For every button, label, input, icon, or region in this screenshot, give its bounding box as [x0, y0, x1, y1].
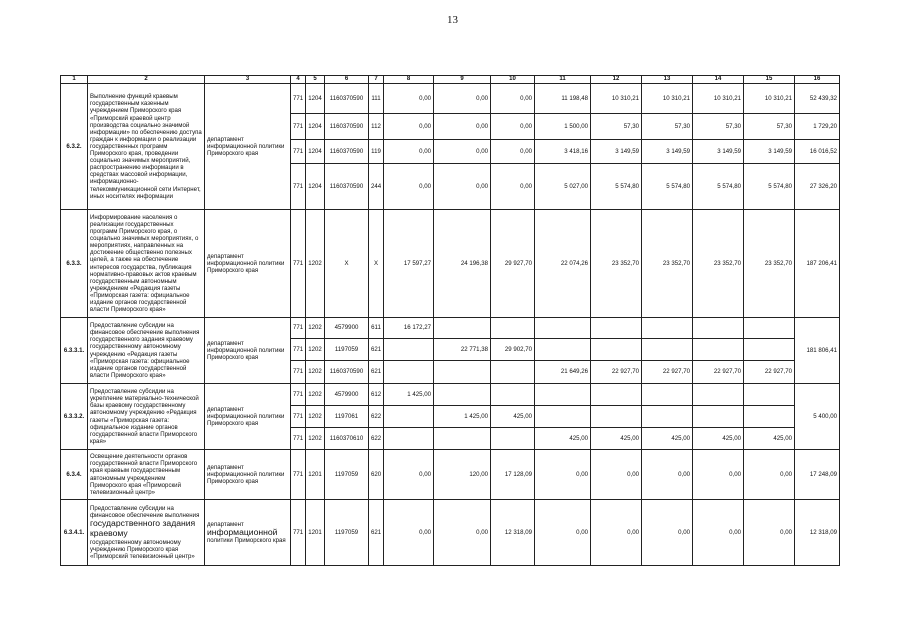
cell-rz: 1201 [306, 500, 325, 566]
header-cell: 8 [384, 76, 434, 84]
cell-value: 57,30 [591, 114, 642, 140]
cell-value: 22 927,70 [693, 361, 744, 384]
cell-vr: 621 [369, 500, 384, 566]
cell-value [434, 318, 491, 339]
cell-value: 10 310,21 [642, 84, 693, 114]
cell-value: 22 074,26 [535, 210, 591, 318]
header-cell: 9 [434, 76, 491, 84]
cell-value [535, 339, 591, 361]
cell-value: 425,00 [642, 428, 693, 450]
executor: департамент информационной политики Приморского края [205, 210, 291, 318]
cell-value: 0,00 [744, 450, 795, 500]
cell-value: 3 149,59 [693, 140, 744, 164]
cell-value: 0,00 [693, 450, 744, 500]
cell-value: 120,00 [434, 450, 491, 500]
cell-value [384, 406, 434, 428]
description-line: государственному автономному учреждению Приморского края «Приморский телевизионный центр» [90, 538, 195, 560]
executor: департамент информационной политики Приморского края [205, 450, 291, 500]
cell-value: 22 771,38 [434, 339, 491, 361]
executor: департамент информационной политики Приморского края [205, 318, 291, 384]
cell-value: 0,00 [434, 140, 491, 164]
cell-total: 12 318,09 [795, 500, 840, 566]
page-number: 13 [447, 14, 458, 26]
item-code: 6.3.3.2. [61, 384, 88, 450]
cell-rz: 1202 [306, 339, 325, 361]
cell-value: 425,00 [693, 428, 744, 450]
cell-value: 12 318,09 [491, 500, 535, 566]
cell-value [591, 384, 642, 406]
cell-value: 0,00 [535, 450, 591, 500]
header-cell: 4 [291, 76, 306, 84]
cell-total: 187 206,41 [795, 210, 840, 318]
cell-vr: 611 [369, 318, 384, 339]
cell-value [535, 384, 591, 406]
header-cell: 12 [591, 76, 642, 84]
cell-value: 3 149,59 [591, 140, 642, 164]
cell-value: 17 597,27 [384, 210, 434, 318]
cell-value: 3 418,16 [535, 140, 591, 164]
cell-value [384, 361, 434, 384]
cell-value: 29 927,70 [491, 210, 535, 318]
item-description: Информирование населения о реализации государственных программ Приморского края, о социально значимых мероприятиях, о мероприятиях, направленных на достижение общественно полезных целей, а также на обеспечение интересов государства, публикация нормативно-правовых актов краевым государственным автономным учреждением «Редакция газеты «Приморская газета: официальное издание органов государственной власти Приморского края» [88, 210, 205, 318]
cell-rz: 1204 [306, 114, 325, 140]
cell-value: 10 310,21 [591, 84, 642, 114]
cell-value [491, 361, 535, 384]
cell-value: 0,00 [384, 140, 434, 164]
table-row [61, 84, 840, 114]
cell-value: 11 198,48 [535, 84, 591, 114]
cell-value [434, 384, 491, 406]
cell-csr: X [325, 210, 369, 318]
cell-value: 0,00 [384, 114, 434, 140]
header-cell: 14 [693, 76, 744, 84]
cell-gr: 771 [291, 318, 306, 339]
executor-line: департамент [207, 520, 244, 528]
header-cell: 2 [88, 76, 205, 84]
cell-rz: 1202 [306, 318, 325, 339]
cell-gr: 771 [291, 361, 306, 384]
cell-value [491, 318, 535, 339]
table-row [61, 450, 840, 500]
cell-vr: 112 [369, 114, 384, 140]
item-description: Выполнение функций краевым государственным казенным учреждением Приморского края «Приморский краевой центр производства социально значимой информации» по обеспечению доступа граждан к информации о реализации государственных программ Приморского края, проведении социально значимых мероприятий, распространению информации в средствах массовой информации, информационно-телекоммуникационной сети Интернет, иных носителях информации [88, 84, 205, 210]
cell-rz: 1201 [306, 450, 325, 500]
cell-rz: 1202 [306, 384, 325, 406]
cell-gr: 771 [291, 84, 306, 114]
executor-line: политики Приморского края [207, 537, 286, 545]
cell-value [591, 318, 642, 339]
cell-gr: 771 [291, 140, 306, 164]
cell-rz: 1202 [306, 406, 325, 428]
cell-csr: 1197059 [325, 450, 369, 500]
cell-value: 0,00 [384, 450, 434, 500]
cell-value: 23 352,70 [642, 210, 693, 318]
cell-gr: 771 [291, 210, 306, 318]
cell-value: 0,00 [491, 114, 535, 140]
cell-gr: 771 [291, 450, 306, 500]
cell-value: 23 352,70 [744, 210, 795, 318]
program-table [60, 75, 840, 566]
cell-rz: 1204 [306, 164, 325, 210]
cell-value: 0,00 [491, 84, 535, 114]
cell-csr: 1160370590 [325, 361, 369, 384]
cell-gr: 771 [291, 428, 306, 450]
cell-value [384, 339, 434, 361]
item-description [88, 500, 205, 566]
cell-value: 0,00 [744, 500, 795, 566]
cell-vr: X [369, 210, 384, 318]
cell-value: 0,00 [591, 500, 642, 566]
cell-value: 0,00 [434, 164, 491, 210]
cell-value: 23 352,70 [591, 210, 642, 318]
cell-value [384, 428, 434, 450]
header-cell: 16 [795, 76, 840, 84]
cell-csr: 1160370590 [325, 114, 369, 140]
cell-csr: 4579900 [325, 318, 369, 339]
cell-value: 0,00 [642, 500, 693, 566]
cell-total: 27 326,20 [795, 164, 840, 210]
cell-value [642, 384, 693, 406]
header-cell: 10 [491, 76, 535, 84]
cell-total: 1 729,20 [795, 114, 840, 140]
description-line-large: государственного задания краевому [90, 518, 196, 538]
header-cell: 13 [642, 76, 693, 84]
cell-csr: 1197059 [325, 500, 369, 566]
cell-gr: 771 [291, 164, 306, 210]
cell-value: 0,00 [491, 140, 535, 164]
cell-csr: 1197061 [325, 406, 369, 428]
description-line: Предоставление субсидии на финансовое обеспечение выполнения [90, 505, 200, 520]
cell-value [642, 339, 693, 361]
item-code: 6.3.4.1. [61, 500, 88, 566]
table-row [61, 318, 840, 339]
cell-value: 0,00 [491, 164, 535, 210]
executor [205, 500, 291, 566]
cell-value: 3 149,59 [642, 140, 693, 164]
cell-value: 5 574,80 [744, 164, 795, 210]
header-row [61, 76, 840, 84]
cell-value: 5 574,80 [693, 164, 744, 210]
cell-value [744, 339, 795, 361]
cell-vr: 119 [369, 140, 384, 164]
table-row [61, 384, 840, 406]
cell-vr: 622 [369, 428, 384, 450]
cell-value: 0,00 [434, 84, 491, 114]
executor: департамент информационной политики Приморского края [205, 384, 291, 450]
item-description: Предоставление субсидии на финансовое обеспечение выполнения государственного задания краевому государственному автономному учреждению «Редакция газеты «Приморская газета: официальное издание органов государственной власти Приморского края» [88, 318, 205, 384]
cell-rz: 1202 [306, 361, 325, 384]
header-cell: 3 [205, 76, 291, 84]
table-row [61, 210, 840, 318]
cell-value [434, 428, 491, 450]
cell-value: 0,00 [591, 450, 642, 500]
cell-value: 23 352,70 [693, 210, 744, 318]
cell-csr: 1160370590 [325, 140, 369, 164]
cell-value: 10 310,21 [693, 84, 744, 114]
cell-value: 0,00 [434, 500, 491, 566]
cell-gr: 771 [291, 339, 306, 361]
cell-value: 0,00 [693, 500, 744, 566]
cell-value [744, 406, 795, 428]
cell-value: 0,00 [384, 164, 434, 210]
cell-vr: 620 [369, 450, 384, 500]
cell-value: 0,00 [535, 500, 591, 566]
cell-gr: 771 [291, 384, 306, 406]
cell-csr: 1160370610 [325, 428, 369, 450]
cell-value [693, 339, 744, 361]
cell-csr: 1197059 [325, 339, 369, 361]
item-code: 6.3.2. [61, 84, 88, 210]
cell-value: 425,00 [744, 428, 795, 450]
cell-vr: 244 [369, 164, 384, 210]
cell-total: 17 248,09 [795, 450, 840, 500]
cell-value: 24 196,38 [434, 210, 491, 318]
cell-csr: 4579900 [325, 384, 369, 406]
item-code: 6.3.3.1. [61, 318, 88, 384]
cell-value: 5 574,80 [642, 164, 693, 210]
cell-value: 1 425,00 [434, 406, 491, 428]
cell-total: 16 016,52 [795, 140, 840, 164]
executor: департамент информационной политики Приморского края [205, 84, 291, 210]
cell-value [591, 406, 642, 428]
cell-value [591, 339, 642, 361]
cell-value: 22 927,70 [642, 361, 693, 384]
cell-value: 10 310,21 [744, 84, 795, 114]
cell-value [642, 406, 693, 428]
cell-value: 0,00 [434, 114, 491, 140]
cell-gr: 771 [291, 500, 306, 566]
cell-rz: 1202 [306, 210, 325, 318]
header-cell: 1 [61, 76, 88, 84]
table-row [61, 500, 840, 566]
cell-value [744, 318, 795, 339]
cell-rz: 1202 [306, 428, 325, 450]
cell-vr: 111 [369, 84, 384, 114]
header-cell: 11 [535, 76, 591, 84]
cell-value [693, 384, 744, 406]
cell-value: 3 149,59 [744, 140, 795, 164]
cell-value: 0,00 [384, 500, 434, 566]
cell-value: 22 927,70 [744, 361, 795, 384]
cell-value [693, 318, 744, 339]
cell-value: 1 425,00 [384, 384, 434, 406]
cell-csr: 1160370590 [325, 164, 369, 210]
cell-vr: 621 [369, 361, 384, 384]
cell-value: 57,30 [693, 114, 744, 140]
cell-value [535, 406, 591, 428]
item-description: Освещение деятельности органов государственной власти Приморского края краевым государственным автономным учреждением Приморского края «Приморский телевизионный центр» [88, 450, 205, 500]
cell-vr: 622 [369, 406, 384, 428]
cell-value [491, 428, 535, 450]
cell-value: 17 128,09 [491, 450, 535, 500]
cell-value [642, 318, 693, 339]
cell-value [535, 318, 591, 339]
cell-vr: 621 [369, 339, 384, 361]
cell-total: 181 806,41 [795, 318, 840, 384]
cell-value: 22 927,70 [591, 361, 642, 384]
item-code: 6.3.3. [61, 210, 88, 318]
header-cell: 5 [306, 76, 325, 84]
cell-value: 29 902,70 [491, 339, 535, 361]
cell-gr: 771 [291, 406, 306, 428]
cell-value: 21 649,26 [535, 361, 591, 384]
cell-value: 0,00 [642, 450, 693, 500]
executor-line-large: информационной [207, 526, 278, 537]
cell-value: 5 027,00 [535, 164, 591, 210]
cell-value: 425,00 [591, 428, 642, 450]
cell-value: 0,00 [384, 84, 434, 114]
cell-value [744, 384, 795, 406]
cell-value: 425,00 [491, 406, 535, 428]
cell-value: 16 172,27 [384, 318, 434, 339]
cell-value: 57,30 [744, 114, 795, 140]
cell-value: 5 574,80 [591, 164, 642, 210]
cell-value [491, 384, 535, 406]
cell-gr: 771 [291, 114, 306, 140]
item-code: 6.3.4. [61, 450, 88, 500]
cell-value [693, 406, 744, 428]
header-cell: 15 [744, 76, 795, 84]
item-description: Предоставление субсидии на укрепление материально-технической базы краевому государственному автономному учреждению «Редакция газеты «Приморская газета: официальное издание органов государственной власти Приморского края» [88, 384, 205, 450]
cell-value: 1 500,00 [535, 114, 591, 140]
cell-total: 5 400,00 [795, 384, 840, 450]
cell-csr: 1160370590 [325, 84, 369, 114]
cell-value [434, 361, 491, 384]
cell-rz: 1204 [306, 140, 325, 164]
cell-vr: 612 [369, 384, 384, 406]
cell-value: 425,00 [535, 428, 591, 450]
cell-rz: 1204 [306, 84, 325, 114]
cell-total: 52 439,32 [795, 84, 840, 114]
cell-value: 57,30 [642, 114, 693, 140]
header-cell: 7 [369, 76, 384, 84]
header-cell: 6 [325, 76, 369, 84]
